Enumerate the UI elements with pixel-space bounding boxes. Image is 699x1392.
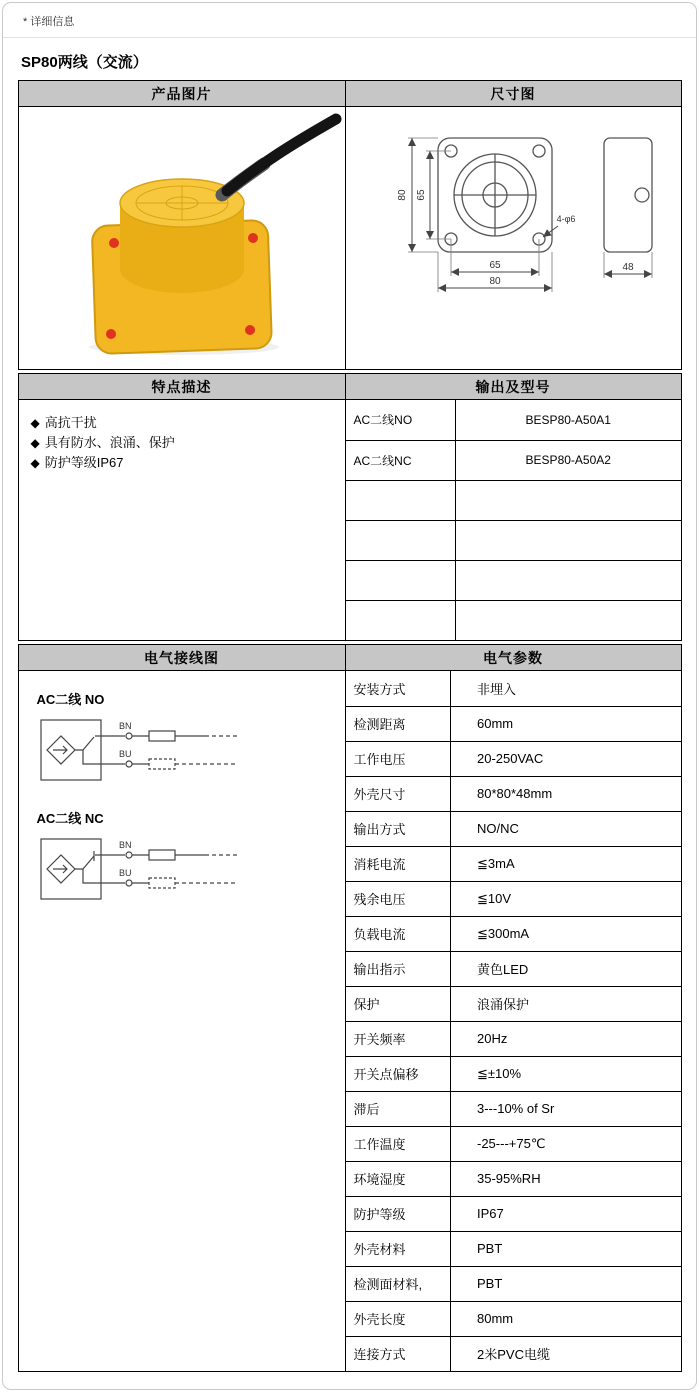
output-type: [346, 480, 456, 520]
param-row: [346, 706, 681, 741]
outputs-table: [346, 400, 681, 640]
param-name: 防护等级: [346, 1196, 451, 1231]
param-row: [346, 986, 681, 1021]
param-value: ≦300mA: [451, 916, 681, 951]
header-parameters: 电气参数: [345, 645, 681, 671]
param-value: NO/NC: [451, 811, 681, 846]
param-row: [346, 1021, 681, 1056]
wiring-diagram-no: [37, 712, 287, 792]
output-row: [346, 520, 681, 560]
param-value: 60mm: [451, 706, 681, 741]
param-name: 工作温度: [346, 1126, 451, 1161]
output-model: BESP80-A50A1: [456, 400, 681, 440]
param-name: 开关频率: [346, 1021, 451, 1056]
diamond-bullet-icon: ◆: [30, 456, 40, 470]
output-model: [456, 520, 681, 560]
dim-label-holes: 4-φ6: [556, 213, 575, 224]
param-value: 2米PVC电缆: [477, 1347, 550, 1363]
param-value: 20Hz: [451, 1021, 681, 1056]
output-row: [346, 600, 681, 640]
param-row: [346, 1161, 681, 1196]
param-row: [346, 811, 681, 846]
wiring-diagram-nc: [37, 831, 287, 911]
output-row: [346, 400, 681, 440]
param-row: [346, 881, 681, 916]
param-row: [346, 741, 681, 776]
feature-item: [31, 433, 335, 453]
param-row: [346, 1196, 681, 1231]
param-value: 80*80*48mm: [451, 776, 681, 811]
parameters-cell: [345, 671, 681, 1372]
diamond-bullet-icon: ◆: [30, 436, 40, 450]
param-value: 浪涌保护: [451, 986, 681, 1021]
wiring-no-title: AC二线 NO: [36, 692, 105, 707]
output-row: [346, 560, 681, 600]
feature-text: 防护等级IP67: [44, 455, 124, 470]
page-title: SP80两线（交流）: [21, 54, 148, 71]
dim-label-height-inner: 65: [415, 188, 427, 201]
param-name: 检测距离: [346, 706, 451, 741]
param-name: 输出方式: [346, 811, 451, 846]
feature-text: 具有防水、浪涌、保护: [44, 435, 175, 450]
wiring-params-table: [18, 644, 682, 1372]
param-value: PBT: [451, 1231, 681, 1266]
param-value: 3---10% of Sr: [451, 1091, 681, 1126]
dimension-drawing-cell: [345, 107, 681, 370]
wire-label-bu: BU: [118, 749, 132, 759]
feature-item: [31, 413, 335, 433]
param-name: 输出指示: [346, 951, 451, 986]
feature-item: [31, 453, 335, 473]
output-type: [346, 600, 456, 640]
wire-label-bu: BU: [118, 868, 132, 878]
param-name: 外壳尺寸: [346, 776, 451, 811]
output-type: AC二线NO: [346, 400, 456, 440]
header-dimensions: 尺寸图: [345, 81, 681, 107]
dim-label-depth: 48: [621, 261, 634, 273]
output-row: [346, 480, 681, 520]
param-value: 黄色LED: [451, 951, 681, 986]
param-value: ≦3mA: [451, 846, 681, 881]
wire-label-bn: BN: [118, 840, 132, 850]
param-name: 负载电流: [346, 916, 451, 951]
param-name: 安装方式: [346, 671, 451, 706]
detail-info-note: * 详细信息: [23, 16, 75, 28]
param-row: [346, 1126, 681, 1161]
param-name: 消耗电流: [346, 846, 451, 881]
header-wiring: 电气接线图: [18, 645, 345, 671]
param-row: [346, 916, 681, 951]
param-value: 20-250VAC: [451, 741, 681, 776]
param-value: ≦±10%: [451, 1056, 681, 1091]
output-row: [346, 440, 681, 480]
param-name: 开关点偏移: [346, 1056, 451, 1091]
header-outputs: 输出及型号: [345, 374, 681, 400]
param-name: 检测面材料,: [346, 1266, 451, 1301]
dim-label-width-inner: 65: [488, 259, 501, 271]
param-value: 非埋入: [451, 671, 681, 706]
param-row: [346, 1301, 681, 1336]
output-model: [456, 480, 681, 520]
param-row: [346, 671, 681, 706]
page-frame: [2, 2, 697, 1390]
output-model: [456, 600, 681, 640]
param-value: -25---+75℃: [451, 1126, 681, 1161]
header-product-image: 产品图片: [18, 81, 345, 107]
output-type: AC二线NC: [346, 440, 456, 480]
product-image-cell: [18, 107, 345, 370]
param-value: ≦10V: [451, 881, 681, 916]
param-row: [346, 1231, 681, 1266]
param-name: 工作电压: [346, 741, 451, 776]
param-name: 外壳材料: [346, 1231, 451, 1266]
dimension-drawing: [346, 116, 681, 356]
features-cell: [18, 400, 345, 641]
output-model: [456, 560, 681, 600]
param-value: IP67: [451, 1196, 681, 1231]
output-model: BESP80-A50A2: [456, 440, 681, 480]
param-row: [346, 776, 681, 811]
feature-text: 高抗干扰: [44, 415, 97, 430]
outputs-cell: [345, 400, 681, 641]
param-row: [346, 1266, 681, 1301]
dim-label-width-outer: 80: [488, 275, 501, 287]
param-name: 环境湿度: [346, 1161, 451, 1196]
param-row: [346, 846, 681, 881]
param-value: PBT: [451, 1266, 681, 1301]
wiring-cell: [18, 671, 345, 1372]
diamond-bullet-icon: ◆: [30, 416, 40, 430]
dim-label-height-outer: 80: [396, 188, 408, 201]
param-row: [346, 1056, 681, 1091]
param-row: [346, 1336, 681, 1371]
param-value: 35-95%RH: [451, 1161, 681, 1196]
param-value: 80mm: [451, 1301, 681, 1336]
output-type: [346, 520, 456, 560]
product-photo: [22, 111, 342, 361]
parameters-table: [346, 671, 681, 1371]
param-name: 滞后: [346, 1091, 451, 1126]
wiring-nc-title: AC二线 NC: [36, 811, 104, 826]
param-name: 保护: [346, 986, 451, 1021]
param-row: [346, 1091, 681, 1126]
param-row: [346, 951, 681, 986]
features-outputs-table: [18, 373, 682, 641]
header-features: 特点描述: [18, 374, 345, 400]
param-name: 外壳长度: [346, 1301, 451, 1336]
wire-label-bn: BN: [118, 721, 132, 731]
param-name: 残余电压: [346, 881, 451, 916]
param-name: 连接方式: [346, 1336, 451, 1371]
image-table: [18, 80, 682, 370]
output-type: [346, 560, 456, 600]
